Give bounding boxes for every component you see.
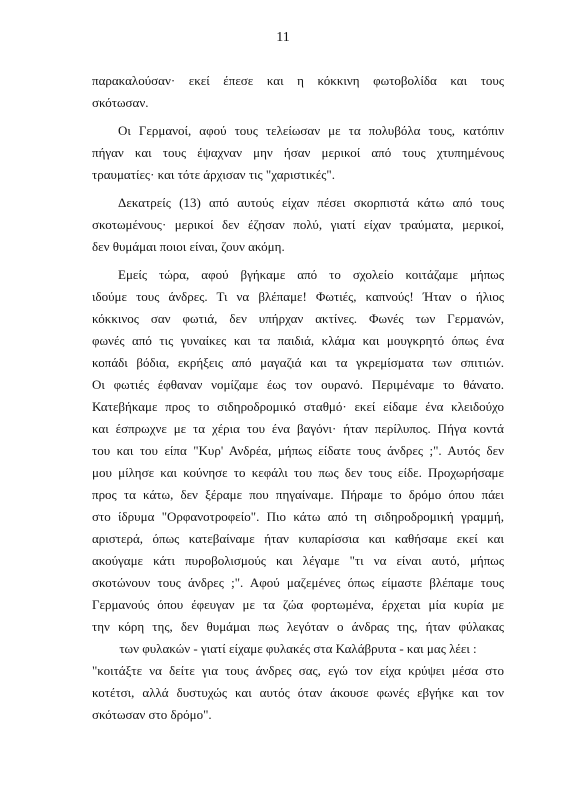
paragraph [92,70,504,114]
text-line: φωνές από τις γυναίκες και τα παιδιά, κλάμα και μουγκρητό όπως ένα [92,333,504,348]
text-line: προς τα κάτω, δεν ξέραμε που πηγαίναμε. Πήραμε το δρόμο όπου πάει [92,487,504,502]
text-line: Γερμανούς όπου έφευγαν με τα ζώα φορτωμένα, έρχεται μία κυρία με [92,597,504,612]
text-line: Δεκατρείς (13) από αυτούς είχαν πέσει σκορπιστά κάτω από τους [118,195,504,210]
text-line: σκοτωμένους· μερικοί δεν έζησαν πολύ, γιατί είχαν τραύματα, μερικοί, [92,217,504,232]
text-line: σκότωσαν στο δρόμο". [92,707,212,722]
text-line: Οι φωτιές έφθαναν νομίζαμε έως τον ουρανό. Περιμέναμε το θάνατο. [92,377,504,392]
text-line: σκοτώνουν τους άνδρες ;". Αφού μαζεμένες όπως είμαστε βλέπαμε τους [92,575,504,590]
page-number: 11 [276,30,290,45]
text-line: κόκκινος σαν φωτιά, δεν υπήρχαν ακτίνες. Φωνές των Γερμανών, [92,311,504,326]
text-line: παρακαλούσαν· εκεί έπεσε και η κόκκινη φωτοβολίδα και τους [92,73,504,88]
text-line: κοπάδι βόδια, εκρήξεις από μαγαζιά και τα γκρεμίσματα των σπιτιών. [92,355,504,370]
text-line: Κατεβήκαμε προς το σιδηροδρομικό σταθμό· εκεί είδαμε ένα κλειδούχο [92,399,504,414]
text-line: μου μίλησε και κούνησε το κεφάλι του πως δεν τους είδε. Προχωρήσαμε [92,465,504,480]
text-line: κοτέτσι, αλλά δυστυχώς και αυτός όταν άκουσε φωνές εβγήκε και τον [92,685,504,700]
text-line: αριστερά, όπως κατεβαίναμε ήταν κυπαρίσσια και καθήσαμε εκεί και [92,531,504,546]
text-line: σκότωσαν. [92,95,149,110]
paragraph [92,264,504,726]
text-line: ιδούμε τους άνδρες. Τι να βλέπαμε! Φωτιές, καπνούς! Ήταν ο ήλιος [92,289,504,304]
text-line: του και του είπα "Κυρ' Ανδρέα, μήπως είδατε τους άνδρες ;". Αυτός δεν [92,443,504,458]
text-line: δεν θυμάμαι ποιοι είναι, ζουν ακόμη. [92,239,285,254]
text-line: πήγαν και τους έψαχναν μην ήσαν μερικοί από τους χτυπημένους [92,145,504,160]
text-line: τραυματίες· και τότε άρχισαν τις "χαριστικές". [92,167,335,182]
text-line: ακούγαμε κάτι πυροβολισμούς και λέγαμε "τι να είναι αυτό, μήπως [92,553,504,568]
text-line: Οι Γερμανοί, αφού τους τελείωσαν με τα πολυβόλα τους, κατόπιν [118,123,504,138]
text-line: στο ίδρυμα "Ορφανοτροφείο". Πιο κάτω από τη σιδηροδρομική γραμμή, [92,509,504,524]
text-line: την κόρη της, δεν θυμάμαι πως λεγόταν ο άνδρας της, ήταν φύλακας [92,619,504,634]
paragraph [92,192,504,258]
paragraph [92,120,504,186]
text-line: "κοιτάξτε να δείτε για τους άνδρες σας, εγώ τον είχα κρύψει μέσα στο [92,663,504,678]
text-line: Εμείς τώρα, αφού βγήκαμε από το σχολείο κοιτάζαμε μήπως [118,267,504,282]
text-line: και έσπρωχνε με τα χέρια του ένα βαγόνι· ήταν περίλυπος. Πήγα κοντά [92,421,504,436]
body-text [92,70,504,726]
text-line: των φυλακών - γιατί είχαμε φυλακές στα Καλάβρυτα - και μας λέει : [119,641,477,656]
